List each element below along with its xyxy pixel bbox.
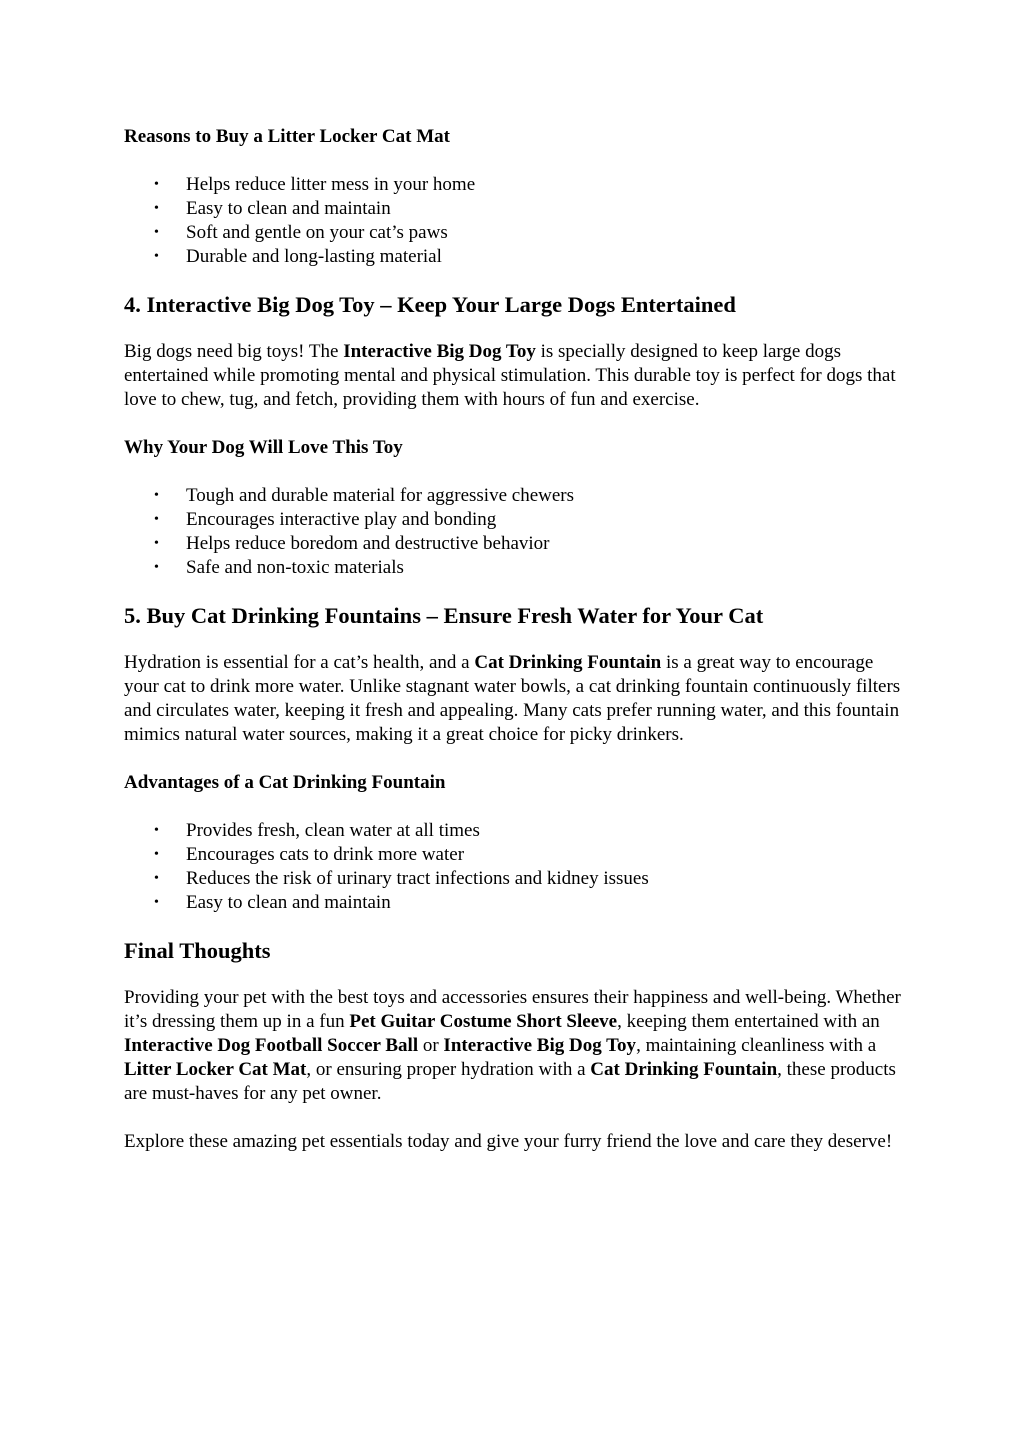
litter-reasons-list xyxy=(124,173,904,269)
litter-reasons-heading: Reasons to Buy a Litter Locker Cat Mat xyxy=(124,126,450,147)
document-page xyxy=(124,122,904,1154)
bullet-icon: • xyxy=(154,847,159,862)
bullet-icon: • xyxy=(154,823,159,838)
list-item: • Encourages cats to drink more water xyxy=(154,844,465,865)
bullet-icon: • xyxy=(154,225,159,240)
list-item: • Tough and durable material for aggressive chewers xyxy=(154,485,575,506)
bullet-icon: • xyxy=(154,249,159,264)
bullet-icon: • xyxy=(154,895,159,910)
cat-fountain-paragraph: Hydration is essential for a cat’s health, and a Cat Drinking Fountain is a great way to encourage your cat to drink more water. Unlike stagnant water bowls, a cat drinking fountain continuously filters and circulates water, keeping it fresh and appealing. Many cats prefer running water, and this fountain mimics natural water sources, making it a great choice for picky drinkers. xyxy=(124,652,901,745)
list-item: • Encourages interactive play and bonding xyxy=(154,509,497,530)
product-name: Cat Drinking Fountain xyxy=(590,1059,778,1080)
bullet-icon: • xyxy=(154,512,159,527)
list-item: • Safe and non-toxic materials xyxy=(154,557,404,578)
list-item: • Soft and gentle on your cat’s paws xyxy=(154,222,448,243)
list-item: • Reduces the risk of urinary tract infections and kidney issues xyxy=(154,868,649,889)
section-heading-dog-toy: 4. Interactive Big Dog Toy – Keep Your Large Dogs Entertained xyxy=(124,292,736,317)
list-item: • Helps reduce litter mess in your home xyxy=(154,174,476,195)
product-name: Interactive Big Dog Toy xyxy=(343,341,536,362)
bullet-icon: • xyxy=(154,488,159,503)
product-name: Interactive Dog Football Soccer Ball xyxy=(124,1035,419,1056)
list-item: • Helps reduce boredom and destructive behavior xyxy=(154,533,550,554)
section-heading-final-thoughts: Final Thoughts xyxy=(124,938,271,963)
final-thoughts-paragraph: Providing your pet with the best toys and accessories ensures their happiness and well-being. Whether it’s dressing them up in a fun Pet Guitar Costume Short Sleeve, keeping them entertained with an Interactive Dog Football Soccer Ball or Interactive Big Dog Toy, maintaining cleanliness with a Litter Locker Cat Mat, or ensuring proper hydration with a Cat Drinking Fountain, these products are must-haves for any pet owner. xyxy=(124,987,901,1104)
bullet-icon: • xyxy=(154,871,159,886)
cat-fountain-list xyxy=(124,819,904,915)
list-item: • Durable and long-lasting material xyxy=(154,246,442,267)
product-name: Interactive Big Dog Toy xyxy=(443,1035,637,1056)
bullet-icon: • xyxy=(154,177,159,192)
dog-toy-paragraph: Big dogs need big toys! The Interactive Big Dog Toy is specially designed to keep large dogs entertained while promoting mental and physical stimulation. This durable toy is perfect for dogs that love to chew, tug, and fetch, providing them with hours of fun and exercise. xyxy=(124,341,896,410)
bullet-icon: • xyxy=(154,201,159,216)
product-name: Pet Guitar Costume Short Sleeve xyxy=(349,1011,618,1032)
section-heading-cat-fountain: 5. Buy Cat Drinking Fountains – Ensure Fresh Water for Your Cat xyxy=(124,603,764,628)
product-name: Cat Drinking Fountain xyxy=(474,652,662,673)
bullet-icon: • xyxy=(154,536,159,551)
cat-fountain-subheading: Advantages of a Cat Drinking Fountain xyxy=(124,772,446,793)
list-item: • Easy to clean and maintain xyxy=(154,892,391,913)
product-name: Litter Locker Cat Mat xyxy=(124,1059,307,1080)
dog-toy-list xyxy=(124,484,904,580)
list-item: • Provides fresh, clean water at all times xyxy=(154,820,480,841)
bullet-icon: • xyxy=(154,560,159,575)
closing-paragraph: Explore these amazing pet essentials today and give your furry friend the love and care they deserve! xyxy=(124,1131,893,1152)
dog-toy-subheading: Why Your Dog Will Love This Toy xyxy=(124,437,403,458)
list-item: • Easy to clean and maintain xyxy=(154,198,391,219)
